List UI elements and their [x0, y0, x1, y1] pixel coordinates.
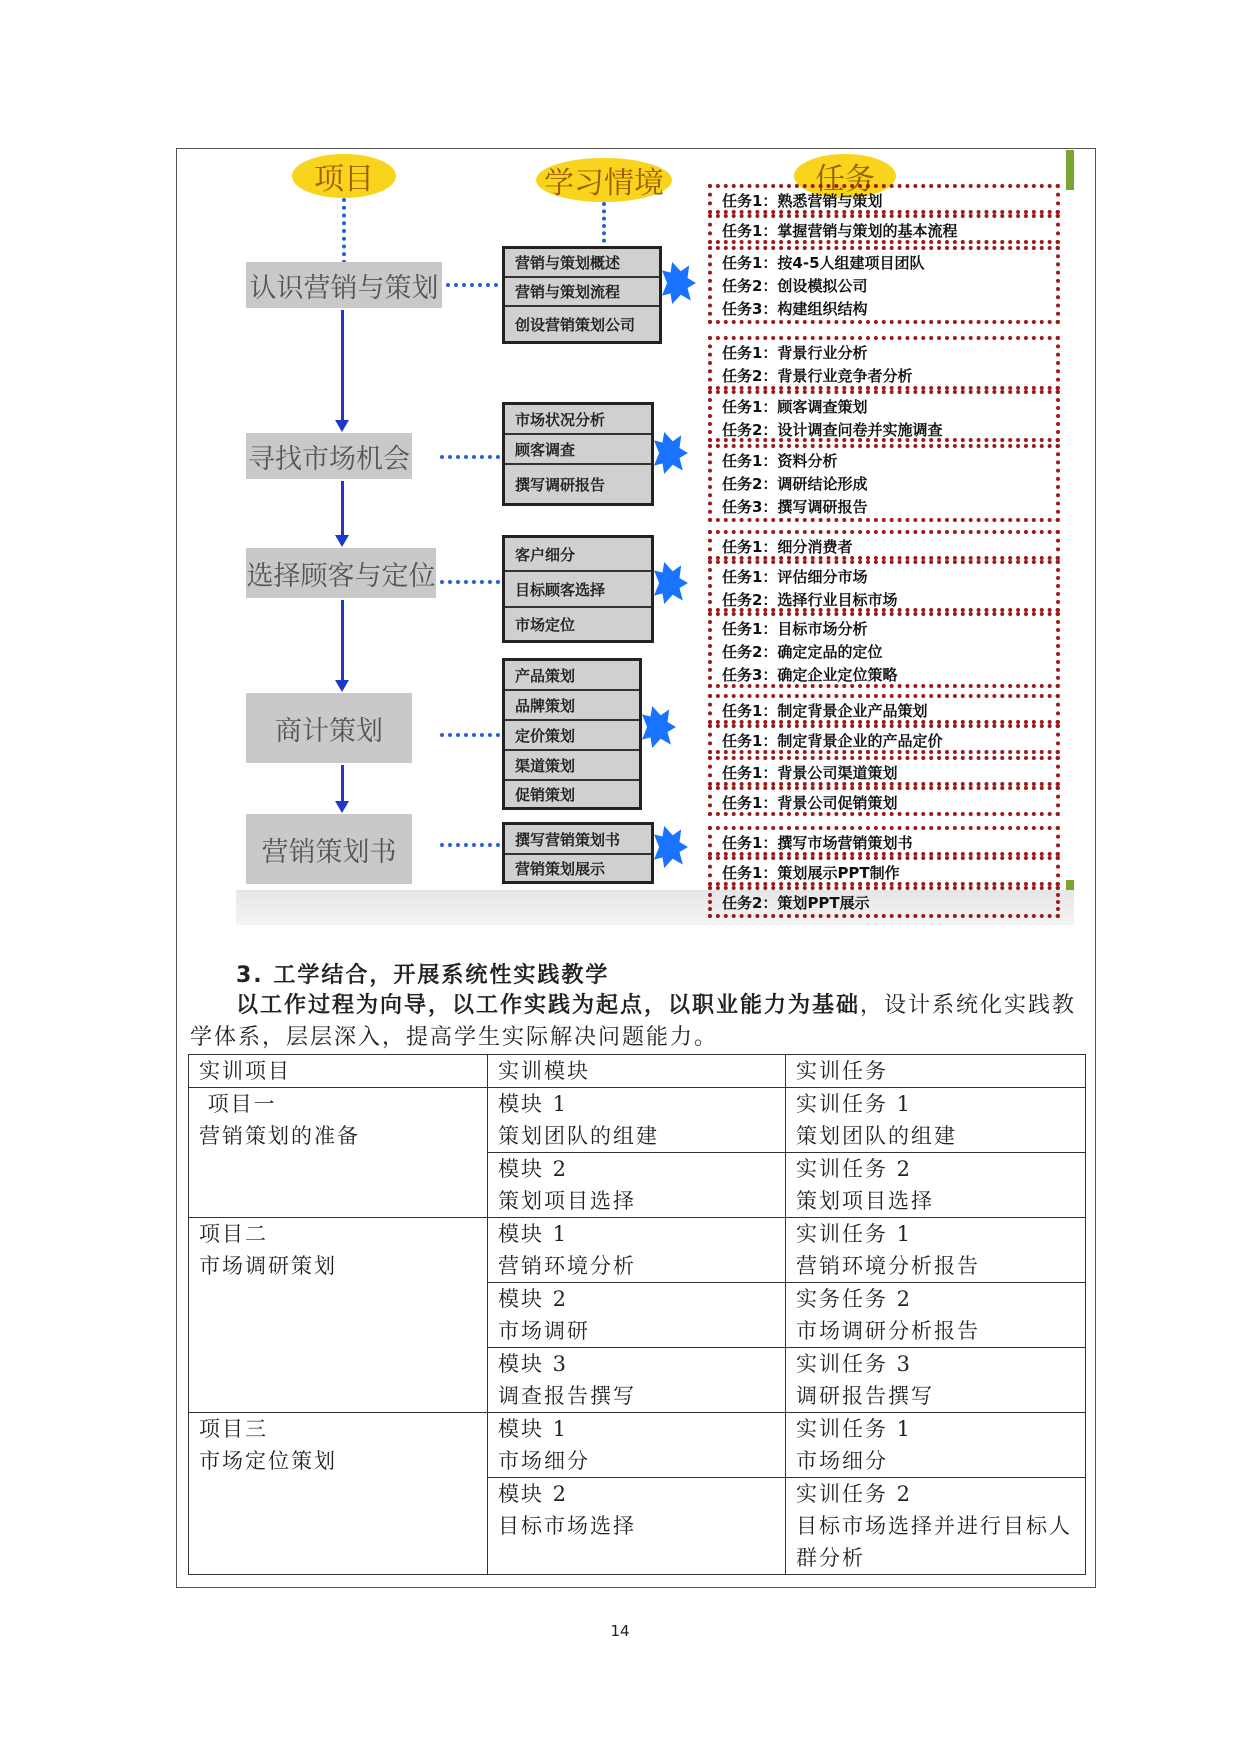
project-box: 营销策划书	[246, 814, 412, 884]
module-line: 模块 3	[498, 1352, 569, 1376]
task-cell	[786, 1413, 1086, 1478]
connector	[440, 455, 500, 459]
table-header-row	[189, 1055, 1086, 1088]
task-group	[708, 390, 1060, 442]
module-line: 目标市场选择	[498, 1514, 636, 1538]
task-group	[708, 756, 1060, 786]
scenario-item: 渠道策划	[505, 751, 639, 781]
scenario-group	[502, 246, 662, 344]
header-task: 任务	[794, 154, 896, 198]
project-line: 市场调研策划	[199, 1254, 337, 1278]
scenario-item: 品牌策划	[505, 691, 639, 721]
project-line: 项目二	[199, 1222, 268, 1246]
section-title: 3. 工学结合，开展系统性实践教学	[236, 963, 610, 988]
task-line: 策划团队的组建	[796, 1124, 957, 1148]
connector	[440, 580, 500, 584]
scenario-item: 顾客调查	[505, 435, 651, 465]
project-cell	[189, 1218, 488, 1413]
task-item: 任务1：资料分析	[722, 452, 838, 470]
task-group	[708, 826, 1060, 856]
module-line: 营销环境分析	[498, 1254, 636, 1278]
scenario-group	[502, 658, 642, 810]
module-line: 策划团队的组建	[498, 1124, 659, 1148]
module-line: 市场调研	[498, 1319, 590, 1343]
task-item: 任务1：制定背景企业的产品定价	[722, 732, 943, 750]
task-cell	[786, 1348, 1086, 1413]
scenario-item: 促销策划	[515, 785, 576, 804]
module-cell	[488, 1478, 786, 1575]
task-item: 任务1：背景行业分析	[722, 344, 868, 362]
table-row	[189, 1088, 1086, 1153]
scenario-group	[502, 822, 654, 884]
task-group	[708, 246, 1060, 324]
task-line: 目标市场选择并进行目标人群分析	[796, 1514, 1072, 1570]
burst-icon	[654, 826, 688, 868]
flow-arrow	[341, 310, 344, 422]
header-cell: 实训模块	[488, 1055, 786, 1088]
connector	[446, 283, 498, 287]
burst-icon	[654, 432, 688, 474]
project-line: 项目三	[199, 1417, 268, 1441]
scenario-item: 定价策划	[505, 721, 639, 751]
task-cell	[786, 1153, 1086, 1218]
scenario-item: 市场状况分析	[505, 405, 651, 435]
connector	[440, 843, 500, 847]
module-cell	[488, 1153, 786, 1218]
module-line: 模块 1	[498, 1417, 569, 1441]
task-group	[708, 184, 1060, 214]
header-scenario: 学习情境	[536, 158, 672, 202]
scenario-item: 营销与策划概述	[505, 249, 659, 278]
module-cell	[488, 1088, 786, 1153]
project-line: 营销策划的准备	[199, 1124, 360, 1148]
module-cell	[488, 1348, 786, 1413]
task-line: 市场细分	[796, 1449, 888, 1473]
burst-icon	[642, 706, 676, 748]
task-group	[708, 336, 1060, 390]
task-line: 实训任务 1	[796, 1417, 913, 1441]
task-item: 任务1：细分消费者	[722, 538, 853, 556]
section-paragraph	[190, 990, 1080, 1054]
burst-icon	[654, 562, 688, 604]
task-group	[708, 560, 1060, 612]
project-cell	[189, 1088, 488, 1218]
task-item: 任务2：设计调查问卷并实施调查	[722, 421, 943, 439]
connector	[602, 202, 606, 250]
module-line: 市场细分	[498, 1449, 590, 1473]
scenario-item: 创设营销策划公司	[515, 315, 636, 334]
para-rest: ，设计系统化实践教学体系，层层深入，提高学生实际解决问题能力。	[190, 993, 1077, 1050]
task-group	[708, 786, 1060, 816]
task-item: 任务1：顾客调查策划	[722, 398, 868, 416]
task-item: 任务1：熟悉营销与策划	[722, 192, 883, 210]
module-line: 模块 1	[498, 1222, 569, 1246]
connector	[440, 733, 500, 737]
flow-arrow	[341, 481, 344, 537]
task-item: 任务2：调研结论形成	[722, 475, 868, 493]
task-item: 任务2：选择行业目标市场	[722, 591, 898, 609]
task-item: 任务1：背景公司促销策划	[722, 794, 898, 812]
module-line: 模块 2	[498, 1287, 569, 1311]
page-number: 14	[610, 1622, 630, 1640]
project-line: 项目一	[199, 1092, 277, 1116]
task-line: 市场调研分析报告	[796, 1319, 980, 1343]
scenario-item: 营销与策划流程	[505, 278, 659, 307]
project-box: 商计策划	[246, 693, 412, 763]
flow-arrow	[341, 765, 344, 803]
scenario-item: 目标顾客选择	[505, 572, 651, 608]
task-item: 任务3：构建组织结构	[722, 300, 868, 318]
project-box: 认识营销与策划	[246, 262, 442, 308]
project-line: 市场定位策划	[199, 1449, 337, 1473]
training-table	[188, 1054, 1086, 1575]
task-line: 实训任务 2	[796, 1482, 913, 1506]
scenario-item: 撰写营销策划书	[505, 825, 651, 855]
scenario-item: 产品策划	[505, 661, 639, 691]
green-mark	[1066, 150, 1074, 190]
curriculum-diagram	[236, 150, 1074, 925]
task-line: 实训任务 2	[796, 1157, 913, 1181]
scenario-item: 营销策划展示	[515, 859, 606, 878]
header-cell: 实训项目	[189, 1055, 488, 1088]
task-cell	[786, 1088, 1086, 1153]
task-cell	[786, 1478, 1086, 1575]
para-bold: 以工作过程为向导，以工作实践为起点，以职业能力为基础	[236, 993, 861, 1018]
module-line: 模块 2	[498, 1157, 569, 1181]
task-line: 营销环境分析报告	[796, 1254, 980, 1278]
task-line: 实训任务 1	[796, 1222, 913, 1246]
header-cell: 实训任务	[786, 1055, 1086, 1088]
connector	[342, 198, 346, 264]
task-line: 实训任务 3	[796, 1352, 913, 1376]
task-cell	[786, 1283, 1086, 1348]
task-item: 任务2：背景行业竞争者分析	[722, 367, 913, 385]
module-line: 模块 2	[498, 1482, 569, 1506]
module-cell	[488, 1218, 786, 1283]
task-line: 策划项目选择	[796, 1189, 934, 1213]
table-row	[189, 1413, 1086, 1478]
task-item: 任务1：制定背景企业产品策划	[722, 702, 928, 720]
task-item: 任务1：评估细分市场	[722, 568, 868, 586]
task-group	[708, 530, 1060, 560]
scenario-group	[502, 535, 654, 643]
task-line: 实训任务 1	[796, 1092, 913, 1116]
flow-arrow	[341, 600, 344, 682]
task-item: 任务1：撰写市场营销策划书	[722, 834, 913, 852]
burst-icon	[662, 262, 696, 304]
task-group	[708, 856, 1060, 886]
task-item: 任务1：目标市场分析	[722, 620, 868, 638]
task-group	[708, 612, 1060, 688]
module-cell	[488, 1413, 786, 1478]
project-box: 选择顾客与定位	[246, 548, 436, 598]
task-item: 任务2：创设模拟公司	[722, 277, 868, 295]
scenario-item: 客户细分	[505, 538, 651, 572]
task-item: 任务1：按4-5人组建项目团队	[722, 254, 925, 272]
project-cell	[189, 1413, 488, 1575]
module-line: 调查报告撰写	[498, 1384, 636, 1408]
module-cell	[488, 1283, 786, 1348]
scenario-group	[502, 402, 654, 506]
task-item: 任务2：策划PPT展示	[722, 894, 870, 912]
task-item: 任务3：撰写调研报告	[722, 498, 868, 516]
task-line: 调研报告撰写	[796, 1384, 934, 1408]
table-row	[189, 1218, 1086, 1283]
task-item: 任务1：策划展示PPT制作	[722, 864, 900, 882]
header-project: 项目	[292, 154, 396, 198]
scenario-item: 撰写调研报告	[515, 475, 606, 494]
task-line: 实务任务 2	[796, 1287, 913, 1311]
scenario-item: 市场定位	[515, 615, 576, 634]
task-item: 任务3：确定企业定位策略	[722, 666, 898, 684]
task-item: 任务1：掌握营销与策划的基本流程	[722, 222, 958, 240]
task-group	[708, 214, 1060, 244]
task-item: 任务1：背景公司渠道策划	[722, 764, 898, 782]
task-item: 任务2：确定定品的定位	[722, 643, 883, 661]
project-box: 寻找市场机会	[246, 433, 412, 479]
module-line: 策划项目选择	[498, 1189, 636, 1213]
task-group	[708, 444, 1060, 522]
task-group	[708, 886, 1060, 918]
task-group	[708, 724, 1060, 754]
module-line: 模块 1	[498, 1092, 569, 1116]
task-cell	[786, 1218, 1086, 1283]
task-group	[708, 694, 1060, 724]
